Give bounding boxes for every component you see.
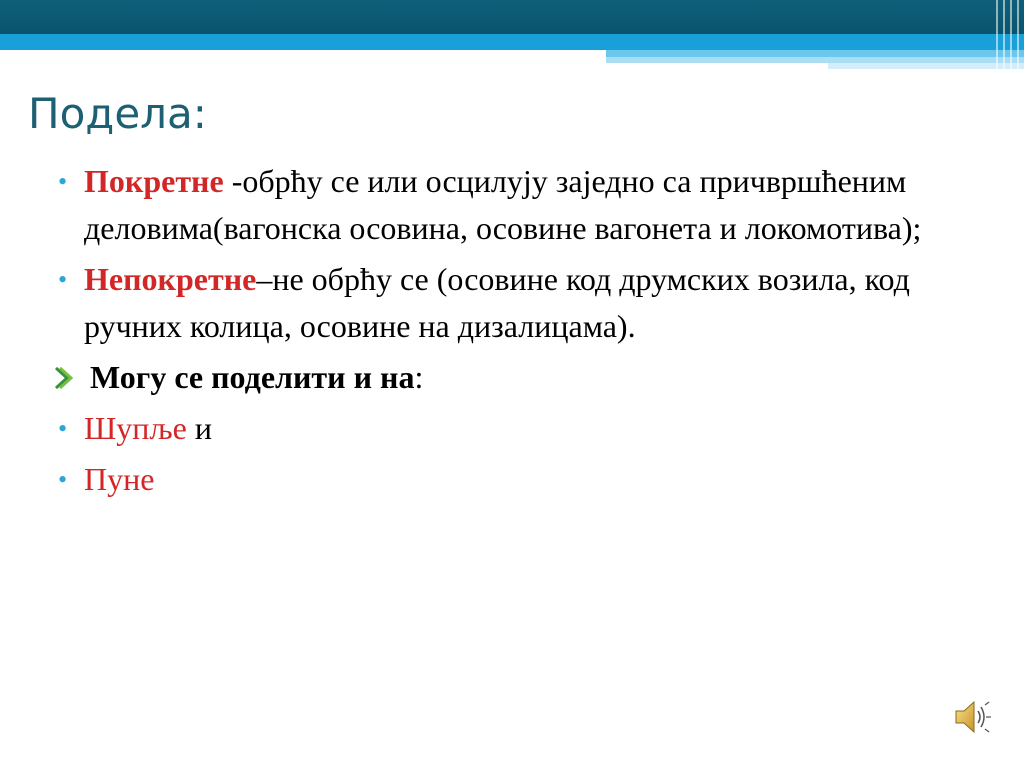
slide-title: Подела:	[28, 89, 207, 138]
bullet-icon: •	[58, 167, 68, 196]
header-vertical-lines	[994, 0, 1024, 70]
item-text: -обрћу се или осцилују заједно са причвршћеним деловима(вагонска осовина, осовине вагонета и локомотива);	[84, 163, 922, 246]
bullet-icon: •	[58, 465, 68, 494]
item-term: Шупље	[84, 410, 187, 446]
list-item	[54, 354, 954, 401]
list-item	[54, 456, 954, 503]
bullet-icon: •	[58, 265, 68, 294]
bullet-icon: •	[58, 414, 68, 443]
item-term: Могу се поделити и на	[90, 359, 415, 395]
list-item	[54, 256, 954, 350]
header-band	[0, 0, 1024, 34]
item-text: :	[414, 359, 424, 395]
chevron-right-icon	[50, 365, 84, 391]
header-stripe	[0, 34, 1024, 50]
bullet-list	[54, 158, 954, 507]
header-accent-bar	[606, 50, 1024, 57]
item-term: Покретне	[84, 163, 224, 199]
list-item	[54, 405, 954, 452]
speaker-icon[interactable]	[952, 699, 992, 735]
item-text: и	[186, 410, 212, 446]
item-term: Пуне	[84, 461, 155, 497]
item-text: –не обрћу се (осовине код друмских возила, код ручних колица, осовине на дизалицама).	[84, 261, 910, 344]
list-item	[54, 158, 954, 252]
item-term: Непокретне	[84, 261, 257, 297]
